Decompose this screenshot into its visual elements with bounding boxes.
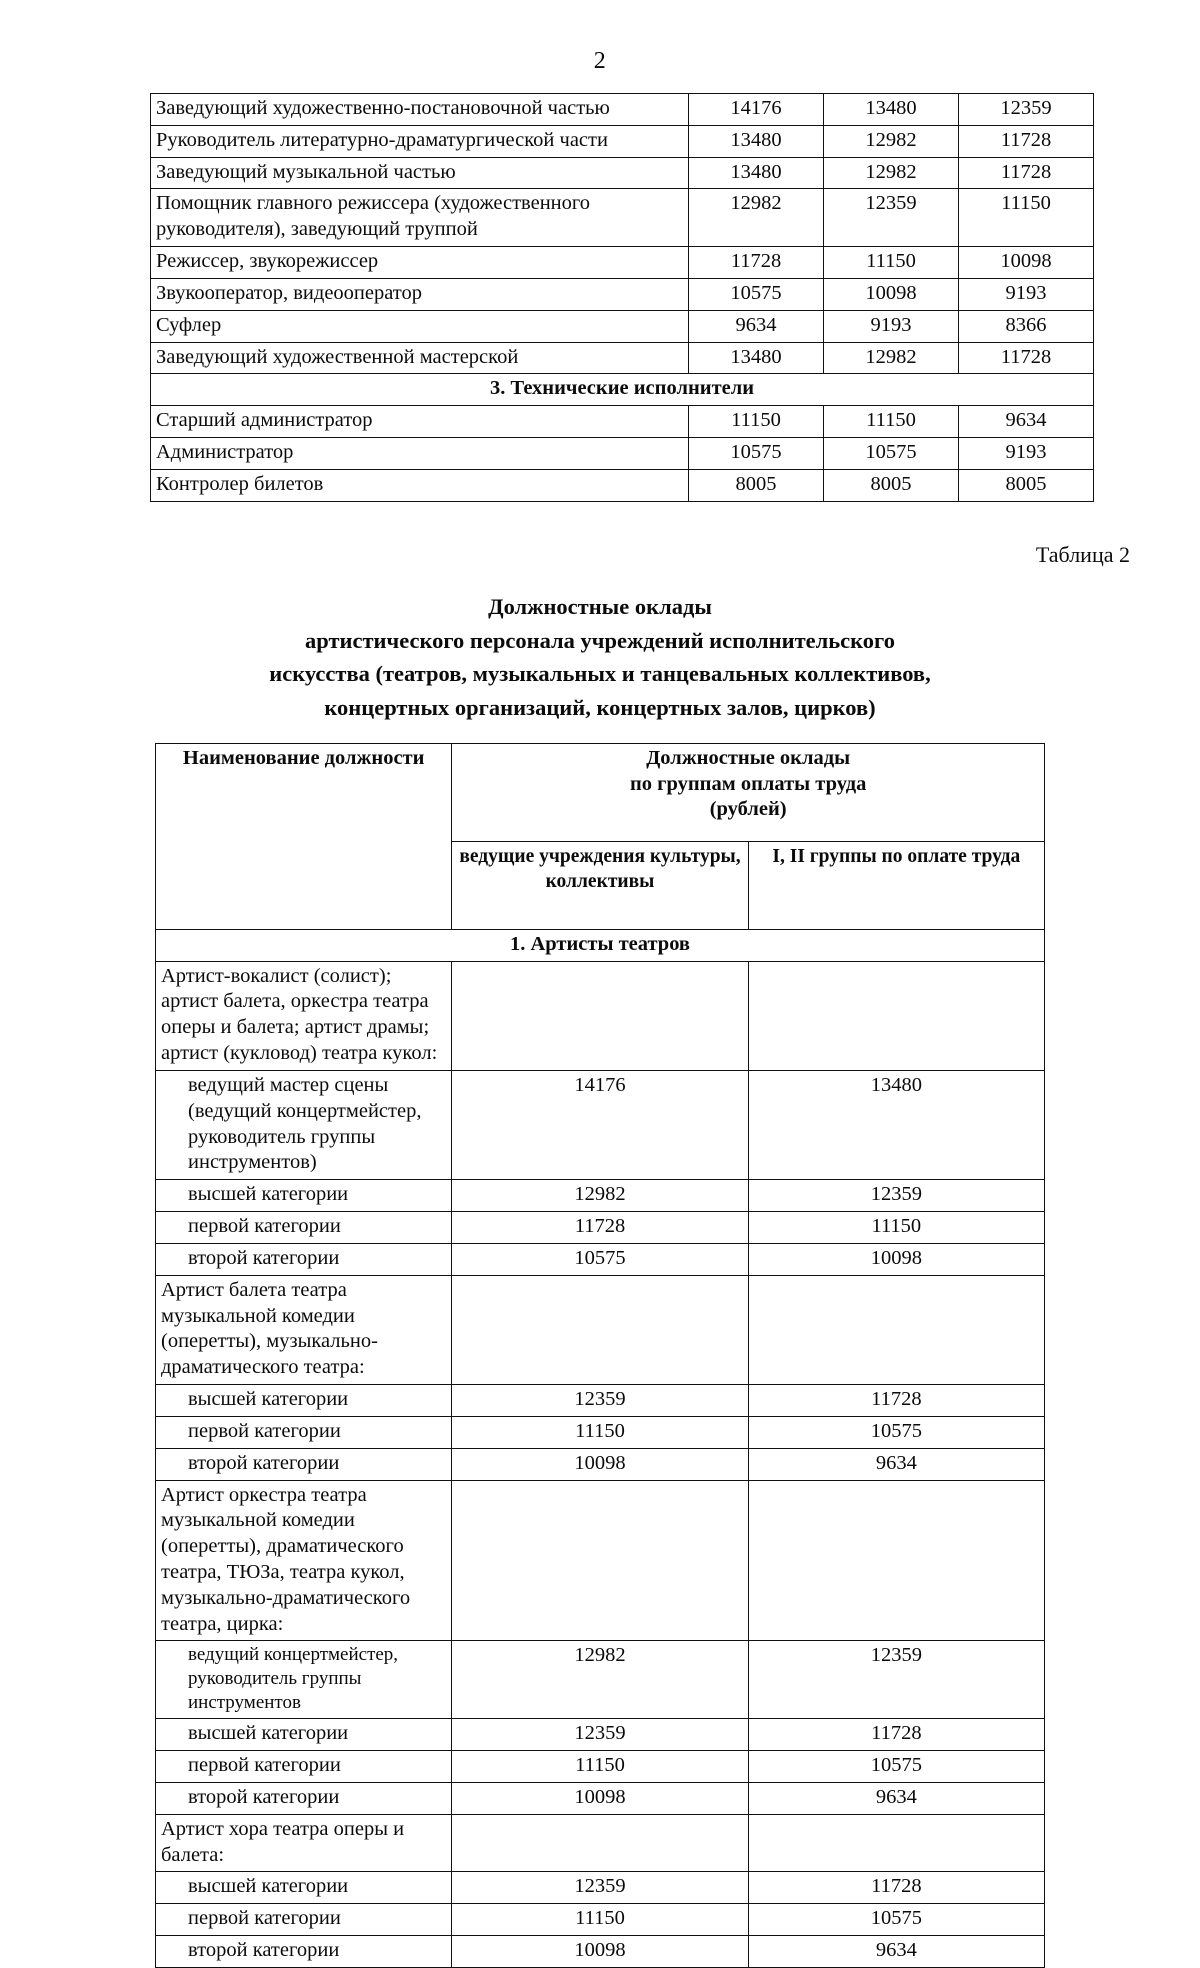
salary-group-3: 9193 bbox=[959, 278, 1094, 310]
position-name: Режиссер, звукорежиссер bbox=[151, 247, 689, 279]
table-row bbox=[156, 961, 1045, 1070]
table-row bbox=[151, 342, 1094, 374]
salary-groups-i-ii: 11728 bbox=[748, 1872, 1044, 1904]
table-1 bbox=[150, 93, 1094, 502]
salary-group-3: 9193 bbox=[959, 438, 1094, 470]
table-title bbox=[120, 590, 1080, 725]
table-row bbox=[156, 1416, 1045, 1448]
salary-leading: 11150 bbox=[452, 1751, 748, 1783]
position-name: второй категории bbox=[156, 1448, 452, 1480]
position-name: ведущий концертмейстер, руководитель группы инструментов bbox=[156, 1641, 452, 1719]
table-1-body bbox=[151, 94, 1094, 502]
salary-leading bbox=[452, 1480, 748, 1641]
table-2-body bbox=[156, 743, 1045, 1967]
position-name: ведущий мастер сцены (ведущий концертмейстер, руководитель группы инструментов) bbox=[156, 1070, 452, 1179]
salary-group-2: 13480 bbox=[824, 94, 959, 126]
salary-leading: 12359 bbox=[452, 1719, 748, 1751]
table-row bbox=[156, 1751, 1045, 1783]
salary-header-line-3: (рублей) bbox=[709, 798, 787, 821]
salary-leading: 11728 bbox=[452, 1212, 748, 1244]
salary-group-3: 11728 bbox=[959, 157, 1094, 189]
position-name: Артист хора театра оперы и балета: bbox=[156, 1814, 452, 1872]
position-name: Заведующий художественной мастерской bbox=[151, 342, 689, 374]
salary-leading bbox=[452, 961, 748, 1070]
salary-leading: 14176 bbox=[452, 1070, 748, 1179]
artistic-personnel-salary-table bbox=[155, 743, 1045, 1968]
salary-groups-i-ii: 10575 bbox=[748, 1904, 1044, 1936]
salary-groups-i-ii: 9634 bbox=[748, 1936, 1044, 1968]
salary-group-1: 8005 bbox=[689, 469, 824, 501]
position-name: Заведующий художественно-постановочной частью bbox=[151, 94, 689, 126]
position-name: Артист балета театра музыкальной комедии (оперетты), музыкально-драматического театра: bbox=[156, 1275, 452, 1384]
salary-group-3: 12359 bbox=[959, 94, 1094, 126]
salary-groups-i-ii: 11728 bbox=[748, 1719, 1044, 1751]
position-name: второй категории bbox=[156, 1936, 452, 1968]
table-row bbox=[151, 438, 1094, 470]
salary-groups-i-ii bbox=[748, 961, 1044, 1070]
table-row bbox=[156, 1782, 1045, 1814]
table-row bbox=[156, 1070, 1045, 1179]
position-name: Контролер билетов bbox=[151, 469, 689, 501]
table-row bbox=[156, 1719, 1045, 1751]
salary-groups-i-ii: 10098 bbox=[748, 1243, 1044, 1275]
salary-leading bbox=[452, 1275, 748, 1384]
salary-group-2: 12982 bbox=[824, 125, 959, 157]
table-row bbox=[151, 247, 1094, 279]
salary-group-3: 11728 bbox=[959, 125, 1094, 157]
table-row bbox=[156, 1448, 1045, 1480]
salary-leading bbox=[452, 1814, 748, 1872]
title-line-2: артистического персонала учреждений исполнительского bbox=[305, 627, 895, 653]
position-name: Старший администратор bbox=[151, 406, 689, 438]
salary-header-line-1: Должностные оклады bbox=[646, 746, 851, 769]
salary-group-1: 12982 bbox=[689, 189, 824, 247]
salary-group-1: 10575 bbox=[689, 438, 824, 470]
salary-groups-i-ii: 9634 bbox=[748, 1448, 1044, 1480]
salary-leading: 10098 bbox=[452, 1936, 748, 1968]
salary-leading: 10098 bbox=[452, 1448, 748, 1480]
salary-leading: 11150 bbox=[452, 1904, 748, 1936]
page-number: 2 bbox=[593, 48, 607, 74]
salary-table-continuation bbox=[150, 93, 1050, 502]
salary-leading: 10098 bbox=[452, 1782, 748, 1814]
salary-group-1: 11150 bbox=[689, 406, 824, 438]
salary-header-line-2: по группам оплаты труда bbox=[629, 772, 867, 795]
position-name: Помощник главного режиссера (художественного руководителя), заведующий труппой bbox=[151, 189, 689, 247]
table-row bbox=[151, 157, 1094, 189]
position-name: Администратор bbox=[151, 438, 689, 470]
salary-groups-i-ii: 9634 bbox=[748, 1782, 1044, 1814]
table-row bbox=[151, 189, 1094, 247]
position-name: первой категории bbox=[156, 1904, 452, 1936]
section-heading-theatre-artists: 1. Артисты театров bbox=[156, 929, 1045, 961]
column-header-groups-i-ii: I, II группы по оплате труда bbox=[748, 841, 1044, 929]
salary-group-3: 8005 bbox=[959, 469, 1094, 501]
title-line-1: Должностные оклады bbox=[488, 593, 712, 619]
position-name: второй категории bbox=[156, 1243, 452, 1275]
position-name: второй категории bbox=[156, 1782, 452, 1814]
table-row bbox=[151, 310, 1094, 342]
salary-group-2: 12982 bbox=[824, 157, 959, 189]
salary-group-1: 11728 bbox=[689, 247, 824, 279]
salary-group-3: 11150 bbox=[959, 189, 1094, 247]
document-page bbox=[0, 48, 1200, 1962]
salary-group-2: 10098 bbox=[824, 278, 959, 310]
title-line-3: искусства (театров, музыкальных и танцевальных коллективов, bbox=[269, 661, 931, 687]
salary-group-2: 12359 bbox=[824, 189, 959, 247]
salary-group-1: 13480 bbox=[689, 157, 824, 189]
position-name: Суфлер bbox=[151, 310, 689, 342]
table-row bbox=[156, 1936, 1045, 1968]
table-row bbox=[156, 1385, 1045, 1417]
position-name: Заведующий музыкальной частью bbox=[151, 157, 689, 189]
table-row bbox=[156, 1872, 1045, 1904]
salary-group-2: 10575 bbox=[824, 438, 959, 470]
position-name: первой категории bbox=[156, 1212, 452, 1244]
salary-groups-i-ii: 10575 bbox=[748, 1751, 1044, 1783]
salary-groups-i-ii: 11728 bbox=[748, 1385, 1044, 1417]
table-row bbox=[151, 278, 1094, 310]
position-name: высшей категории bbox=[156, 1385, 452, 1417]
position-name: первой категории bbox=[156, 1416, 452, 1448]
salary-group-2: 11150 bbox=[824, 406, 959, 438]
salary-group-1: 13480 bbox=[689, 342, 824, 374]
salary-groups-i-ii bbox=[748, 1480, 1044, 1641]
salary-group-1: 9634 bbox=[689, 310, 824, 342]
column-header-salary-groups bbox=[452, 743, 1045, 841]
title-line-4: концертных организаций, концертных залов, цирков) bbox=[324, 695, 876, 721]
salary-group-3: 11728 bbox=[959, 342, 1094, 374]
salary-groups-i-ii bbox=[748, 1814, 1044, 1872]
section-heading-technical-performers: 3. Технические исполнители bbox=[151, 374, 1094, 406]
salary-group-1: 13480 bbox=[689, 125, 824, 157]
table-row bbox=[156, 1212, 1045, 1244]
salary-group-1: 14176 bbox=[689, 94, 824, 126]
salary-leading: 12359 bbox=[452, 1385, 748, 1417]
salary-groups-i-ii: 10575 bbox=[748, 1416, 1044, 1448]
table-row bbox=[151, 94, 1094, 126]
salary-groups-i-ii: 12359 bbox=[748, 1641, 1044, 1719]
table-row bbox=[156, 1275, 1045, 1384]
salary-leading: 12359 bbox=[452, 1872, 748, 1904]
position-name: Руководитель литературно-драматургической части bbox=[151, 125, 689, 157]
salary-group-2: 9193 bbox=[824, 310, 959, 342]
position-name: первой категории bbox=[156, 1751, 452, 1783]
table-row bbox=[156, 1904, 1045, 1936]
position-name: Артист оркестра театра музыкальной комедии (оперетты), драматического театра, ТЮЗа, театра кукол, музыкально-драматического театра, цирка: bbox=[156, 1480, 452, 1641]
salary-group-3: 8366 bbox=[959, 310, 1094, 342]
salary-group-1: 10575 bbox=[689, 278, 824, 310]
position-name: высшей категории bbox=[156, 1872, 452, 1904]
salary-leading: 11150 bbox=[452, 1416, 748, 1448]
salary-groups-i-ii: 13480 bbox=[748, 1070, 1044, 1179]
table-row bbox=[156, 1243, 1045, 1275]
table-section-row bbox=[156, 929, 1045, 961]
salary-leading: 10575 bbox=[452, 1243, 748, 1275]
salary-groups-i-ii: 12359 bbox=[748, 1180, 1044, 1212]
salary-groups-i-ii: 11150 bbox=[748, 1212, 1044, 1244]
salary-group-2: 11150 bbox=[824, 247, 959, 279]
salary-group-2: 12982 bbox=[824, 342, 959, 374]
salary-leading: 12982 bbox=[452, 1180, 748, 1212]
salary-leading: 12982 bbox=[452, 1641, 748, 1719]
salary-group-3: 9634 bbox=[959, 406, 1094, 438]
table-label: Таблица 2 bbox=[1035, 541, 1130, 567]
table-row bbox=[151, 406, 1094, 438]
table-row bbox=[156, 1480, 1045, 1641]
position-name: высшей категории bbox=[156, 1180, 452, 1212]
column-header-position-name: Наименование должности bbox=[156, 743, 452, 929]
position-name: Звукооператор, видеооператор bbox=[151, 278, 689, 310]
table-row bbox=[156, 1180, 1045, 1212]
table-row bbox=[151, 125, 1094, 157]
table-row bbox=[156, 1814, 1045, 1872]
table-2 bbox=[155, 743, 1045, 1968]
table-header-row bbox=[156, 743, 1045, 841]
salary-group-3: 10098 bbox=[959, 247, 1094, 279]
table-row bbox=[151, 469, 1094, 501]
salary-group-2: 8005 bbox=[824, 469, 959, 501]
salary-groups-i-ii bbox=[748, 1275, 1044, 1384]
column-header-leading-institutions: ведущие учреждения культуры, коллективы bbox=[452, 841, 748, 929]
position-name: Артист-вокалист (солист); артист балета, оркестра театра оперы и балета; артист драмы; артист (кукловод) театра кукол: bbox=[156, 961, 452, 1070]
table-section-row bbox=[151, 374, 1094, 406]
position-name: высшей категории bbox=[156, 1719, 452, 1751]
table-row bbox=[156, 1641, 1045, 1719]
